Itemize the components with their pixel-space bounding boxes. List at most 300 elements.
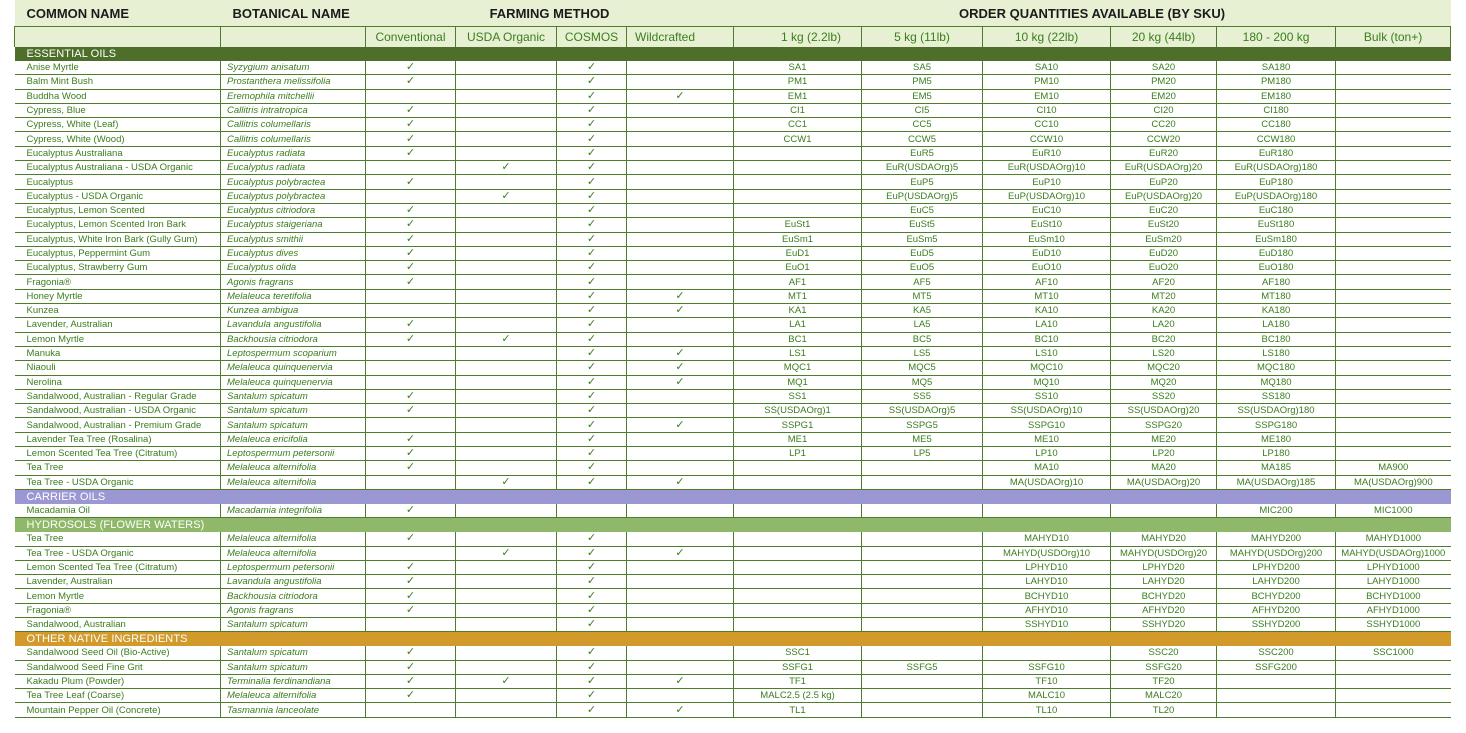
subheader-blank xyxy=(221,27,366,48)
cosmos-cell xyxy=(557,232,627,246)
sku-5kg-cell xyxy=(862,575,983,589)
check-mark-icon: ✓ xyxy=(675,703,685,716)
wildcrafted-cell xyxy=(627,703,734,717)
table-row xyxy=(15,346,1451,360)
usda-organic-cell xyxy=(456,461,557,475)
cosmos-cell xyxy=(557,603,627,617)
sku-180kg-cell: MQC180 xyxy=(1217,361,1336,375)
check-mark-icon: ✓ xyxy=(586,232,597,245)
cosmos-cell xyxy=(557,318,627,332)
sku-180kg-cell: EM180 xyxy=(1217,89,1336,103)
conventional-cell xyxy=(366,404,456,418)
table-row xyxy=(15,575,1451,589)
sku-10kg-cell: EuSt10 xyxy=(983,218,1111,232)
sku-20kg-cell: LP20 xyxy=(1111,447,1217,461)
common-name-cell: Balm Mint Bush xyxy=(15,75,221,89)
common-name-cell: Lavender, Australian xyxy=(15,575,221,589)
common-name-cell: Lemon Scented Tea Tree (Citratum) xyxy=(15,560,221,574)
check-mark-icon: ✓ xyxy=(501,332,511,345)
conventional-cell xyxy=(366,275,456,289)
sku-1kg-cell: LS1 xyxy=(734,346,862,360)
sku-1kg-cell: AF1 xyxy=(734,275,862,289)
cosmos-cell xyxy=(557,703,627,717)
cosmos-cell xyxy=(557,589,627,603)
conventional-cell xyxy=(366,447,456,461)
common-name-cell: Fragonia® xyxy=(15,603,221,617)
sku-5kg-cell xyxy=(862,703,983,717)
common-name-cell: Cypress, White (Leaf) xyxy=(15,118,221,132)
sku-1kg-cell: EuD1 xyxy=(734,246,862,260)
sku-180kg-cell: AF180 xyxy=(1217,275,1336,289)
wildcrafted-cell xyxy=(627,504,734,518)
conventional-cell xyxy=(366,103,456,117)
conventional-cell xyxy=(366,617,456,631)
sku-10kg-cell: PM10 xyxy=(983,75,1111,89)
wildcrafted-cell xyxy=(627,289,734,303)
common-name-cell: Eucalyptus, Strawberry Gum xyxy=(15,261,221,275)
sku-180kg-cell: BCHYD200 xyxy=(1217,589,1336,603)
sku-10kg-cell: LP10 xyxy=(983,447,1111,461)
check-mark-icon: ✓ xyxy=(405,175,416,188)
cosmos-cell xyxy=(557,289,627,303)
botanical-name-cell: Lavandula angustifolia xyxy=(221,575,366,589)
sku-10kg-cell xyxy=(983,646,1111,660)
sku-5kg-cell xyxy=(862,532,983,546)
conventional-cell xyxy=(366,304,456,318)
check-mark-icon: ✓ xyxy=(405,118,416,131)
sku-180kg-cell: MT180 xyxy=(1217,289,1336,303)
table-row xyxy=(15,118,1451,132)
sku-180kg-cell: PM180 xyxy=(1217,75,1336,89)
check-mark-icon: ✓ xyxy=(586,118,597,131)
sku-180kg-cell: MA185 xyxy=(1217,461,1336,475)
check-mark-icon: ✓ xyxy=(405,447,416,460)
table-row xyxy=(15,646,1451,660)
section-title: ESSENTIAL OILS xyxy=(15,47,1451,61)
check-mark-icon: ✓ xyxy=(675,289,685,302)
sku-bulk-cell xyxy=(1336,161,1451,175)
sku-1kg-cell: TF1 xyxy=(734,674,862,688)
botanical-name-cell: Melaleuca teretifolia xyxy=(221,289,366,303)
conventional-cell xyxy=(366,646,456,660)
sku-bulk-cell xyxy=(1336,289,1451,303)
usda-organic-cell xyxy=(456,703,557,717)
sku-1kg-cell xyxy=(734,546,862,560)
sku-10kg-cell: MA10 xyxy=(983,461,1111,475)
cosmos-cell xyxy=(557,89,627,103)
table-row xyxy=(15,161,1451,175)
check-mark-icon: ✓ xyxy=(586,61,597,74)
table-row xyxy=(15,589,1451,603)
sku-bulk-cell xyxy=(1336,389,1451,403)
farming-method-header: FARMING METHOD xyxy=(366,0,734,27)
sku-20kg-cell: SSPG20 xyxy=(1111,418,1217,432)
check-mark-icon: ✓ xyxy=(586,218,597,231)
sku-5kg-cell: PM5 xyxy=(862,75,983,89)
sku-1kg-cell: SSFG1 xyxy=(734,660,862,674)
order-quantities-header: ORDER QUANTITIES AVAILABLE (BY SKU) xyxy=(734,0,1451,27)
usda-organic-cell xyxy=(456,432,557,446)
sku-20kg-cell: EuP20 xyxy=(1111,175,1217,189)
conventional-cell xyxy=(366,504,456,518)
cosmos-cell xyxy=(557,203,627,217)
check-mark-icon: ✓ xyxy=(405,560,416,573)
product-sku-table xyxy=(14,0,1451,718)
wildcrafted-cell xyxy=(627,132,734,146)
wildcrafted-cell xyxy=(627,674,734,688)
sku-1kg-cell xyxy=(734,189,862,203)
sku-bulk-cell xyxy=(1336,103,1451,117)
botanical-name-cell: Leptospermum scoparium xyxy=(221,346,366,360)
common-name-cell: Eucalyptus, Lemon Scented Iron Bark xyxy=(15,218,221,232)
check-mark-icon: ✓ xyxy=(405,332,416,345)
sku-20kg-cell: EuP(USDAOrg)20 xyxy=(1111,189,1217,203)
conventional-cell xyxy=(366,689,456,703)
botanical-name-cell: Eucalyptus polybractea xyxy=(221,189,366,203)
sku-1kg-cell: EuSm1 xyxy=(734,232,862,246)
sku-180kg-cell: MA(USDAOrg)185 xyxy=(1217,475,1336,489)
check-mark-icon: ✓ xyxy=(405,104,416,117)
botanical-name-cell: Leptospermum petersonii xyxy=(221,447,366,461)
cosmos-cell xyxy=(557,332,627,346)
common-name-cell: Eucalyptus Australiana - USDA Organic xyxy=(15,161,221,175)
conventional-cell xyxy=(366,61,456,75)
sku-180kg-cell: MQ180 xyxy=(1217,375,1336,389)
sku-bulk-cell: MIC1000 xyxy=(1336,504,1451,518)
sku-180kg-cell: EuR180 xyxy=(1217,146,1336,160)
sku-5kg-cell: CI5 xyxy=(862,103,983,117)
table-row xyxy=(15,232,1451,246)
sku-5kg-cell: EuP5 xyxy=(862,175,983,189)
sku-180kg-cell: AFHYD200 xyxy=(1217,603,1336,617)
conventional-cell xyxy=(366,318,456,332)
sku-5kg-cell: KA5 xyxy=(862,304,983,318)
sku-bulk-cell xyxy=(1336,432,1451,446)
cosmos-cell xyxy=(557,504,627,518)
sku-20kg-cell: BCHYD20 xyxy=(1111,589,1217,603)
check-mark-icon: ✓ xyxy=(586,461,597,474)
wildcrafted-cell xyxy=(627,575,734,589)
usda-organic-cell xyxy=(456,361,557,375)
wildcrafted-cell xyxy=(627,689,734,703)
sku-bulk-cell: MAHYD(USDAOrg)1000 xyxy=(1336,546,1451,560)
sku-10kg-cell: SSPG10 xyxy=(983,418,1111,432)
wildcrafted-cell xyxy=(627,546,734,560)
wildcrafted-cell xyxy=(627,375,734,389)
sku-10kg-cell: MQC10 xyxy=(983,361,1111,375)
sku-10kg-cell: LPHYD10 xyxy=(983,560,1111,574)
table-row xyxy=(15,504,1451,518)
wildcrafted-cell xyxy=(627,346,734,360)
check-mark-icon: ✓ xyxy=(405,204,416,217)
sku-20kg-cell: MALC20 xyxy=(1111,689,1217,703)
common-name-cell: Manuka xyxy=(15,346,221,360)
check-mark-icon: ✓ xyxy=(586,389,597,402)
subheader-5kg: 5 kg (11lb) xyxy=(862,27,983,48)
check-mark-icon: ✓ xyxy=(405,404,416,417)
sku-20kg-cell: EuSm20 xyxy=(1111,232,1217,246)
sku-5kg-cell xyxy=(862,646,983,660)
sku-180kg-cell: SSHYD200 xyxy=(1217,617,1336,631)
sku-10kg-cell: EuR10 xyxy=(983,146,1111,160)
conventional-cell xyxy=(366,118,456,132)
botanical-name-cell: Agonis fragrans xyxy=(221,275,366,289)
sku-20kg-cell: SSHYD20 xyxy=(1111,617,1217,631)
conventional-cell xyxy=(366,475,456,489)
sku-5kg-cell: LP5 xyxy=(862,447,983,461)
table-row xyxy=(15,660,1451,674)
sku-10kg-cell: MA(USDAOrg)10 xyxy=(983,475,1111,489)
common-name-cell: Lemon Myrtle xyxy=(15,332,221,346)
conventional-cell xyxy=(366,161,456,175)
usda-organic-cell xyxy=(456,375,557,389)
conventional-cell xyxy=(366,660,456,674)
conventional-cell xyxy=(366,703,456,717)
conventional-cell xyxy=(366,361,456,375)
subheader-blank xyxy=(15,27,221,48)
wildcrafted-cell xyxy=(627,432,734,446)
usda-organic-cell xyxy=(456,603,557,617)
common-name-cell: Niaouli xyxy=(15,361,221,375)
botanical-name-cell: Melaleuca quinquenervia xyxy=(221,375,366,389)
sku-5kg-cell xyxy=(862,674,983,688)
common-name-cell: Sandalwood, Australian xyxy=(15,617,221,631)
botanical-name-cell: Backhousia citriodora xyxy=(221,332,366,346)
conventional-cell xyxy=(366,203,456,217)
botanical-name-cell: Santalum spicatum xyxy=(221,404,366,418)
sku-20kg-cell: TL20 xyxy=(1111,703,1217,717)
sku-10kg-cell: TF10 xyxy=(983,674,1111,688)
cosmos-cell xyxy=(557,660,627,674)
wildcrafted-cell xyxy=(627,361,734,375)
botanical-name-cell: Melaleuca alternifolia xyxy=(221,546,366,560)
sku-1kg-cell: SSPG1 xyxy=(734,418,862,432)
common-name-cell: Mountain Pepper Oil (Concrete) xyxy=(15,703,221,717)
sku-20kg-cell: SSC20 xyxy=(1111,646,1217,660)
table-row xyxy=(15,103,1451,117)
conventional-cell xyxy=(366,89,456,103)
table-row xyxy=(15,75,1451,89)
conventional-cell xyxy=(366,432,456,446)
check-mark-icon: ✓ xyxy=(675,304,685,317)
sku-10kg-cell: CI10 xyxy=(983,103,1111,117)
table-row xyxy=(15,246,1451,260)
sku-1kg-cell xyxy=(734,532,862,546)
check-mark-icon: ✓ xyxy=(586,575,597,588)
botanical-name-cell: Callitris intratropica xyxy=(221,103,366,117)
sku-bulk-cell xyxy=(1336,232,1451,246)
sku-1kg-cell: MALC2.5 (2.5 kg) xyxy=(734,689,862,703)
sku-5kg-cell xyxy=(862,603,983,617)
check-mark-icon: ✓ xyxy=(501,675,511,688)
table-row xyxy=(15,289,1451,303)
wildcrafted-cell xyxy=(627,275,734,289)
wildcrafted-cell xyxy=(627,447,734,461)
sku-1kg-cell: MQ1 xyxy=(734,375,862,389)
conventional-cell xyxy=(366,146,456,160)
sku-5kg-cell: EM5 xyxy=(862,89,983,103)
botanical-name-cell: Eucalyptus smithii xyxy=(221,232,366,246)
check-mark-icon: ✓ xyxy=(405,218,416,231)
sku-10kg-cell: SS10 xyxy=(983,389,1111,403)
usda-organic-cell xyxy=(456,560,557,574)
usda-organic-cell xyxy=(456,246,557,260)
botanical-name-cell: Santalum spicatum xyxy=(221,617,366,631)
botanical-name-cell: Melaleuca alternifolia xyxy=(221,461,366,475)
common-name-cell: Tea Tree - USDA Organic xyxy=(15,546,221,560)
sku-180kg-cell: SSPG180 xyxy=(1217,418,1336,432)
common-name-cell: Tea Tree xyxy=(15,532,221,546)
cosmos-cell xyxy=(557,689,627,703)
sku-bulk-cell: LAHYD1000 xyxy=(1336,575,1451,589)
sku-180kg-cell: SA180 xyxy=(1217,61,1336,75)
usda-organic-cell xyxy=(456,674,557,688)
sku-10kg-cell: AF10 xyxy=(983,275,1111,289)
wildcrafted-cell xyxy=(627,75,734,89)
usda-organic-cell xyxy=(456,617,557,631)
header-row xyxy=(15,0,1451,27)
table-row xyxy=(15,560,1451,574)
botanical-name-cell: Callitris columellaris xyxy=(221,132,366,146)
sku-180kg-cell: LP180 xyxy=(1217,447,1336,461)
botanical-name-cell: Eucalyptus radiata xyxy=(221,146,366,160)
common-name-cell: Sandalwood, Australian - Premium Grade xyxy=(15,418,221,432)
check-mark-icon: ✓ xyxy=(586,289,597,302)
cosmos-cell xyxy=(557,432,627,446)
common-name-cell: Tea Tree xyxy=(15,461,221,475)
table-row xyxy=(15,304,1451,318)
conventional-cell xyxy=(366,232,456,246)
subheader-180kg: 180 - 200 kg xyxy=(1217,27,1336,48)
wildcrafted-cell xyxy=(627,660,734,674)
conventional-cell xyxy=(366,674,456,688)
sku-1kg-cell: MT1 xyxy=(734,289,862,303)
cosmos-cell xyxy=(557,404,627,418)
wildcrafted-cell xyxy=(627,203,734,217)
table-row xyxy=(15,461,1451,475)
subheader-cosmos: COSMOS xyxy=(557,27,627,48)
common-name-cell: Kakadu Plum (Powder) xyxy=(15,674,221,688)
sku-1kg-cell xyxy=(734,504,862,518)
usda-organic-cell xyxy=(456,161,557,175)
sku-10kg-cell: SSHYD10 xyxy=(983,617,1111,631)
sku-5kg-cell: EuD5 xyxy=(862,246,983,260)
sku-bulk-cell xyxy=(1336,61,1451,75)
sku-bulk-cell xyxy=(1336,447,1451,461)
sku-20kg-cell: TF20 xyxy=(1111,674,1217,688)
usda-organic-cell xyxy=(456,75,557,89)
table-row xyxy=(15,603,1451,617)
usda-organic-cell xyxy=(456,146,557,160)
usda-organic-cell xyxy=(456,175,557,189)
check-mark-icon: ✓ xyxy=(405,132,416,145)
sku-bulk-cell: MAHYD1000 xyxy=(1336,532,1451,546)
common-name-cell: Eucalyptus, Peppermint Gum xyxy=(15,246,221,260)
check-mark-icon: ✓ xyxy=(586,432,597,445)
usda-organic-cell xyxy=(456,646,557,660)
cosmos-cell xyxy=(557,75,627,89)
common-name-cell: Eucalyptus xyxy=(15,175,221,189)
wildcrafted-cell xyxy=(627,246,734,260)
sku-20kg-cell: SS20 xyxy=(1111,389,1217,403)
sku-bulk-cell xyxy=(1336,118,1451,132)
botanical-name-cell: Syzygium anisatum xyxy=(221,61,366,75)
usda-organic-cell xyxy=(456,89,557,103)
cosmos-cell xyxy=(557,447,627,461)
check-mark-icon: ✓ xyxy=(586,347,597,360)
cosmos-cell xyxy=(557,246,627,260)
sku-10kg-cell: EuP(USDAOrg)10 xyxy=(983,189,1111,203)
check-mark-icon: ✓ xyxy=(675,675,685,688)
sku-bulk-cell xyxy=(1336,375,1451,389)
sku-1kg-cell: EuO1 xyxy=(734,261,862,275)
table-row xyxy=(15,689,1451,703)
usda-organic-cell xyxy=(456,575,557,589)
sku-bulk-cell xyxy=(1336,189,1451,203)
sku-20kg-cell: BC20 xyxy=(1111,332,1217,346)
check-mark-icon: ✓ xyxy=(586,318,597,331)
botanical-name-cell: Santalum spicatum xyxy=(221,646,366,660)
section-title: HYDROSOLS (FLOWER WATERS) xyxy=(15,518,1451,533)
check-mark-icon: ✓ xyxy=(675,89,685,102)
common-name-cell: Eucalyptus, White Iron Bark (Gully Gum) xyxy=(15,232,221,246)
sku-180kg-cell: LA180 xyxy=(1217,318,1336,332)
wildcrafted-cell xyxy=(627,418,734,432)
sku-180kg-cell: SSC200 xyxy=(1217,646,1336,660)
sku-bulk-cell: SSC1000 xyxy=(1336,646,1451,660)
sku-5kg-cell: CCW5 xyxy=(862,132,983,146)
sku-180kg-cell: KA180 xyxy=(1217,304,1336,318)
check-mark-icon: ✓ xyxy=(586,375,597,388)
wildcrafted-cell xyxy=(627,118,734,132)
sku-20kg-cell: CCW20 xyxy=(1111,132,1217,146)
table-row xyxy=(15,375,1451,389)
conventional-cell xyxy=(366,589,456,603)
check-mark-icon: ✓ xyxy=(586,532,597,545)
sku-180kg-cell: BC180 xyxy=(1217,332,1336,346)
check-mark-icon: ✓ xyxy=(675,361,685,374)
table-row xyxy=(15,146,1451,160)
check-mark-icon: ✓ xyxy=(586,132,597,145)
sku-10kg-cell xyxy=(983,504,1111,518)
cosmos-cell xyxy=(557,175,627,189)
usda-organic-cell xyxy=(456,589,557,603)
conventional-cell xyxy=(366,132,456,146)
section-title: CARRIER OILS xyxy=(15,489,1451,504)
wildcrafted-cell xyxy=(627,61,734,75)
sku-10kg-cell: AFHYD10 xyxy=(983,603,1111,617)
usda-organic-cell xyxy=(456,103,557,117)
sku-10kg-cell: ME10 xyxy=(983,432,1111,446)
check-mark-icon: ✓ xyxy=(405,689,416,702)
usda-organic-cell xyxy=(456,189,557,203)
wildcrafted-cell xyxy=(627,332,734,346)
sku-1kg-cell xyxy=(734,175,862,189)
sku-bulk-cell xyxy=(1336,246,1451,260)
check-mark-icon: ✓ xyxy=(586,275,597,288)
subheader-10kg: 10 kg (22lb) xyxy=(983,27,1111,48)
sku-10kg-cell: EuO10 xyxy=(983,261,1111,275)
cosmos-cell xyxy=(557,161,627,175)
table-row xyxy=(15,261,1451,275)
usda-organic-cell xyxy=(456,660,557,674)
table-row xyxy=(15,418,1451,432)
sku-5kg-cell: SS5 xyxy=(862,389,983,403)
sku-1kg-cell xyxy=(734,589,862,603)
cosmos-cell xyxy=(557,361,627,375)
common-name-cell: Cypress, Blue xyxy=(15,103,221,117)
table-row xyxy=(15,475,1451,489)
